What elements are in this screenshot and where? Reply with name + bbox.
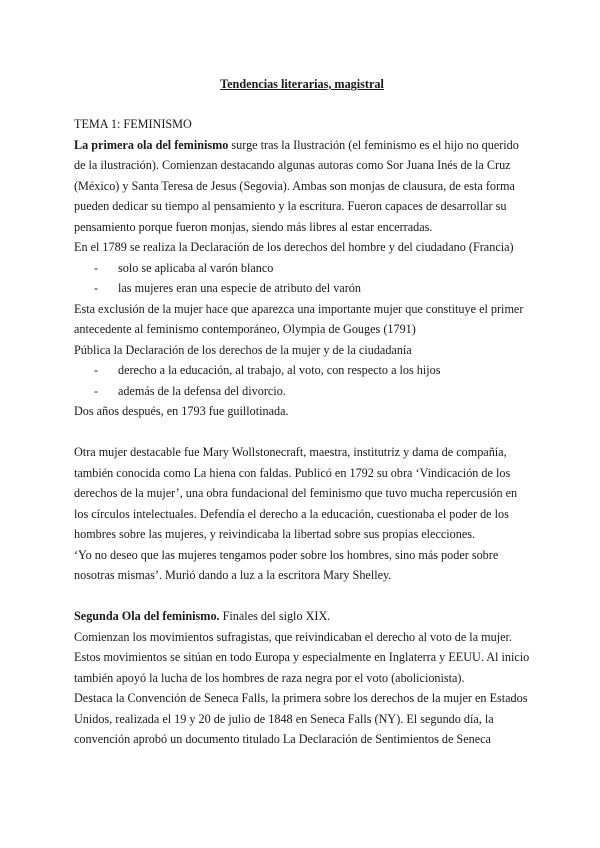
- paragraph-primera-ola: [74, 135, 530, 238]
- paragraph-guillotina: Dos años después, en 1793 fue guillotinada.: [74, 404, 289, 418]
- bullet-list-declaracion: [74, 258, 530, 299]
- blank-line: [74, 422, 530, 443]
- list-item: - derecho a la educación, al trabajo, al voto, con respecto a los hijos: [94, 360, 530, 381]
- paragraph-mary-wollstonecraft: Otra mujer destacable fue Mary Wollstonecraft, maestra, institutriz y dama de compañía, también conocida como La hiena con faldas. Publicó en 1792 su obra ‘Vindicación de los derechos de la mujer’, una obra fundacional del feminismo que tuvo mucha repercusión en los círculos intelectuales. Defendía el derecho a la educación, cuestionaba el poder de los hombres sobre las mujeres, y reivindicaba la libertad sobre sus propias elecciones.: [74, 445, 518, 541]
- list-item: - las mujeres eran una especie de atributo del varón: [94, 278, 530, 299]
- list-item: - solo se aplicaba al varón blanco: [94, 258, 530, 279]
- paragraph-exclusion: Esta exclusión de la mujer hace que aparezca una importante mujer que constituye el primer antecedente al feminismo contemporáneo, Olympia de Gouges (1791): [74, 301, 524, 336]
- paragraph-segunda-ola: [74, 606, 530, 627]
- paragraph-quote: ‘Yo no deseo que las mujeres tengamos poder sobre los hombres, sino más poder sobre nosotras mismas’. Murió dando a luz a la escritora Mary Shelley.: [74, 547, 499, 582]
- document-title: Tendencias literarias, magistral: [220, 77, 384, 91]
- paragraph-declaracion: En el 1789 se realiza la Declaración de los derechos del hombre y del ciudadano (Francia): [74, 240, 514, 254]
- bullet-list-derechos-mujer: [74, 360, 530, 401]
- blank-line: [74, 586, 530, 607]
- segunda-ola-label: Segunda Ola del feminismo.: [74, 609, 220, 623]
- primera-ola-label: La primera ola del feminismo: [74, 137, 229, 152]
- list-item: - además de la defensa del divorcio.: [94, 381, 530, 402]
- section-heading-tema1: TEMA 1: FEMINISMO: [74, 117, 192, 131]
- segunda-ola-text: Finales del siglo XIX.: [219, 609, 331, 623]
- primera-ola-text: surge tras la Ilustración (el feminismo es el hijo no querido de la ilustración). Comienzan destacando algunas autoras como Sor Juana Inés de la Cruz (México) y Santa Teresa de Jesus (Segovia). Ambas son monjas de clausura, de esta forma pueden dedicar su tiempo al pensamiento y la escritura. Fueron capaces de desarrollar su pensamiento porque fueron monjas, siendo más libres al estar encerradas.: [74, 137, 519, 234]
- paragraph-sufragistas: Comienzan los movimientos sufragistas, que reivindicaban el derecho al voto de la mujer. Estos movimientos se sitúan en todo Europa y especialmente en Inglaterra y EEUU. Al inicio también apoyó la lucha de los hombres de raza negra por el voto (abolicionista).: [74, 629, 530, 685]
- paragraph-seneca-falls: Destaca la Convención de Seneca Falls, la primera sobre los derechos de la mujer en Estados Unidos, realizada el 19 y 20 de julio de 1848 en Seneca Falls (NY). El segundo día, la convención aprobó un documento titulado La Declaración de Sentimientos de Seneca: [74, 691, 528, 746]
- paragraph-publica: Pública la Declaración de los derechos de la mujer y de la ciudadanía: [74, 342, 412, 357]
